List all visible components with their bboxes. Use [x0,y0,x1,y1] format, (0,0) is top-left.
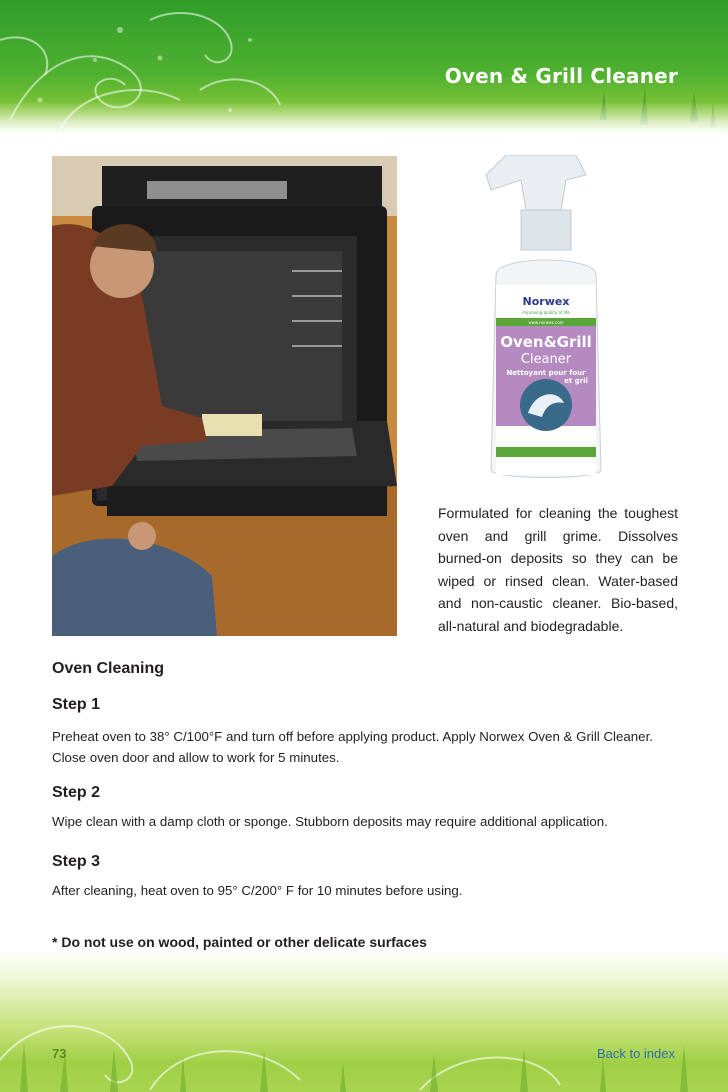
bottle-tagline: improving quality of life [522,310,570,315]
page-title: Oven & Grill Cleaner [444,64,678,88]
bottle-name-line1: Oven&Grill [500,333,592,351]
product-description: Formulated for cleaning the toughest oven and grill grime. Dissolves burned-on deposits so they can be wiped or rinsed clean. Water-based and non-caustic cleaner. Bio-based, all-natural and biodegradable. [438,505,678,634]
section-title: Oven Cleaning [52,660,165,677]
bottle-url: www.norwex.com [528,320,564,325]
back-to-index-link[interactable]: Back to index [596,1046,675,1061]
step-3-text: After cleaning, heat oven to 95° C/200° F for 10 minutes before using. [52,883,463,898]
header-fade [0,101,728,135]
step-3-title: Step 3 [52,853,101,870]
bottle-french-line1: Nettoyant pour four [506,369,586,377]
warning-note: * Do not use on wood, painted or other delicate surfaces [52,934,427,950]
header-banner [0,0,728,135]
footer-decoration [0,950,728,1092]
step-2-title: Step 2 [52,784,101,801]
step-1-text: Preheat oven to 38° C/100°F and turn off before applying product. Apply Norwex Oven & Grill Cleaner. Close oven door and allow to work for 5 minutes. [52,729,653,765]
bottle-french-line2: et gril [564,377,588,385]
footer-banner [0,950,728,1092]
step-1-title: Step 1 [52,696,101,713]
oven-cleaning-photo [52,156,397,636]
bottle-name-line2: Cleaner [520,352,572,367]
product-bottle-image [466,155,626,485]
spray-bottle-illustration [466,155,626,485]
oven-illustration [52,156,397,636]
bottle-brand: Norwex [522,295,570,308]
step-2-text: Wipe clean with a damp cloth or sponge. Stubborn deposits may require additional application. [52,814,608,829]
page-number: 73 [52,1046,67,1061]
